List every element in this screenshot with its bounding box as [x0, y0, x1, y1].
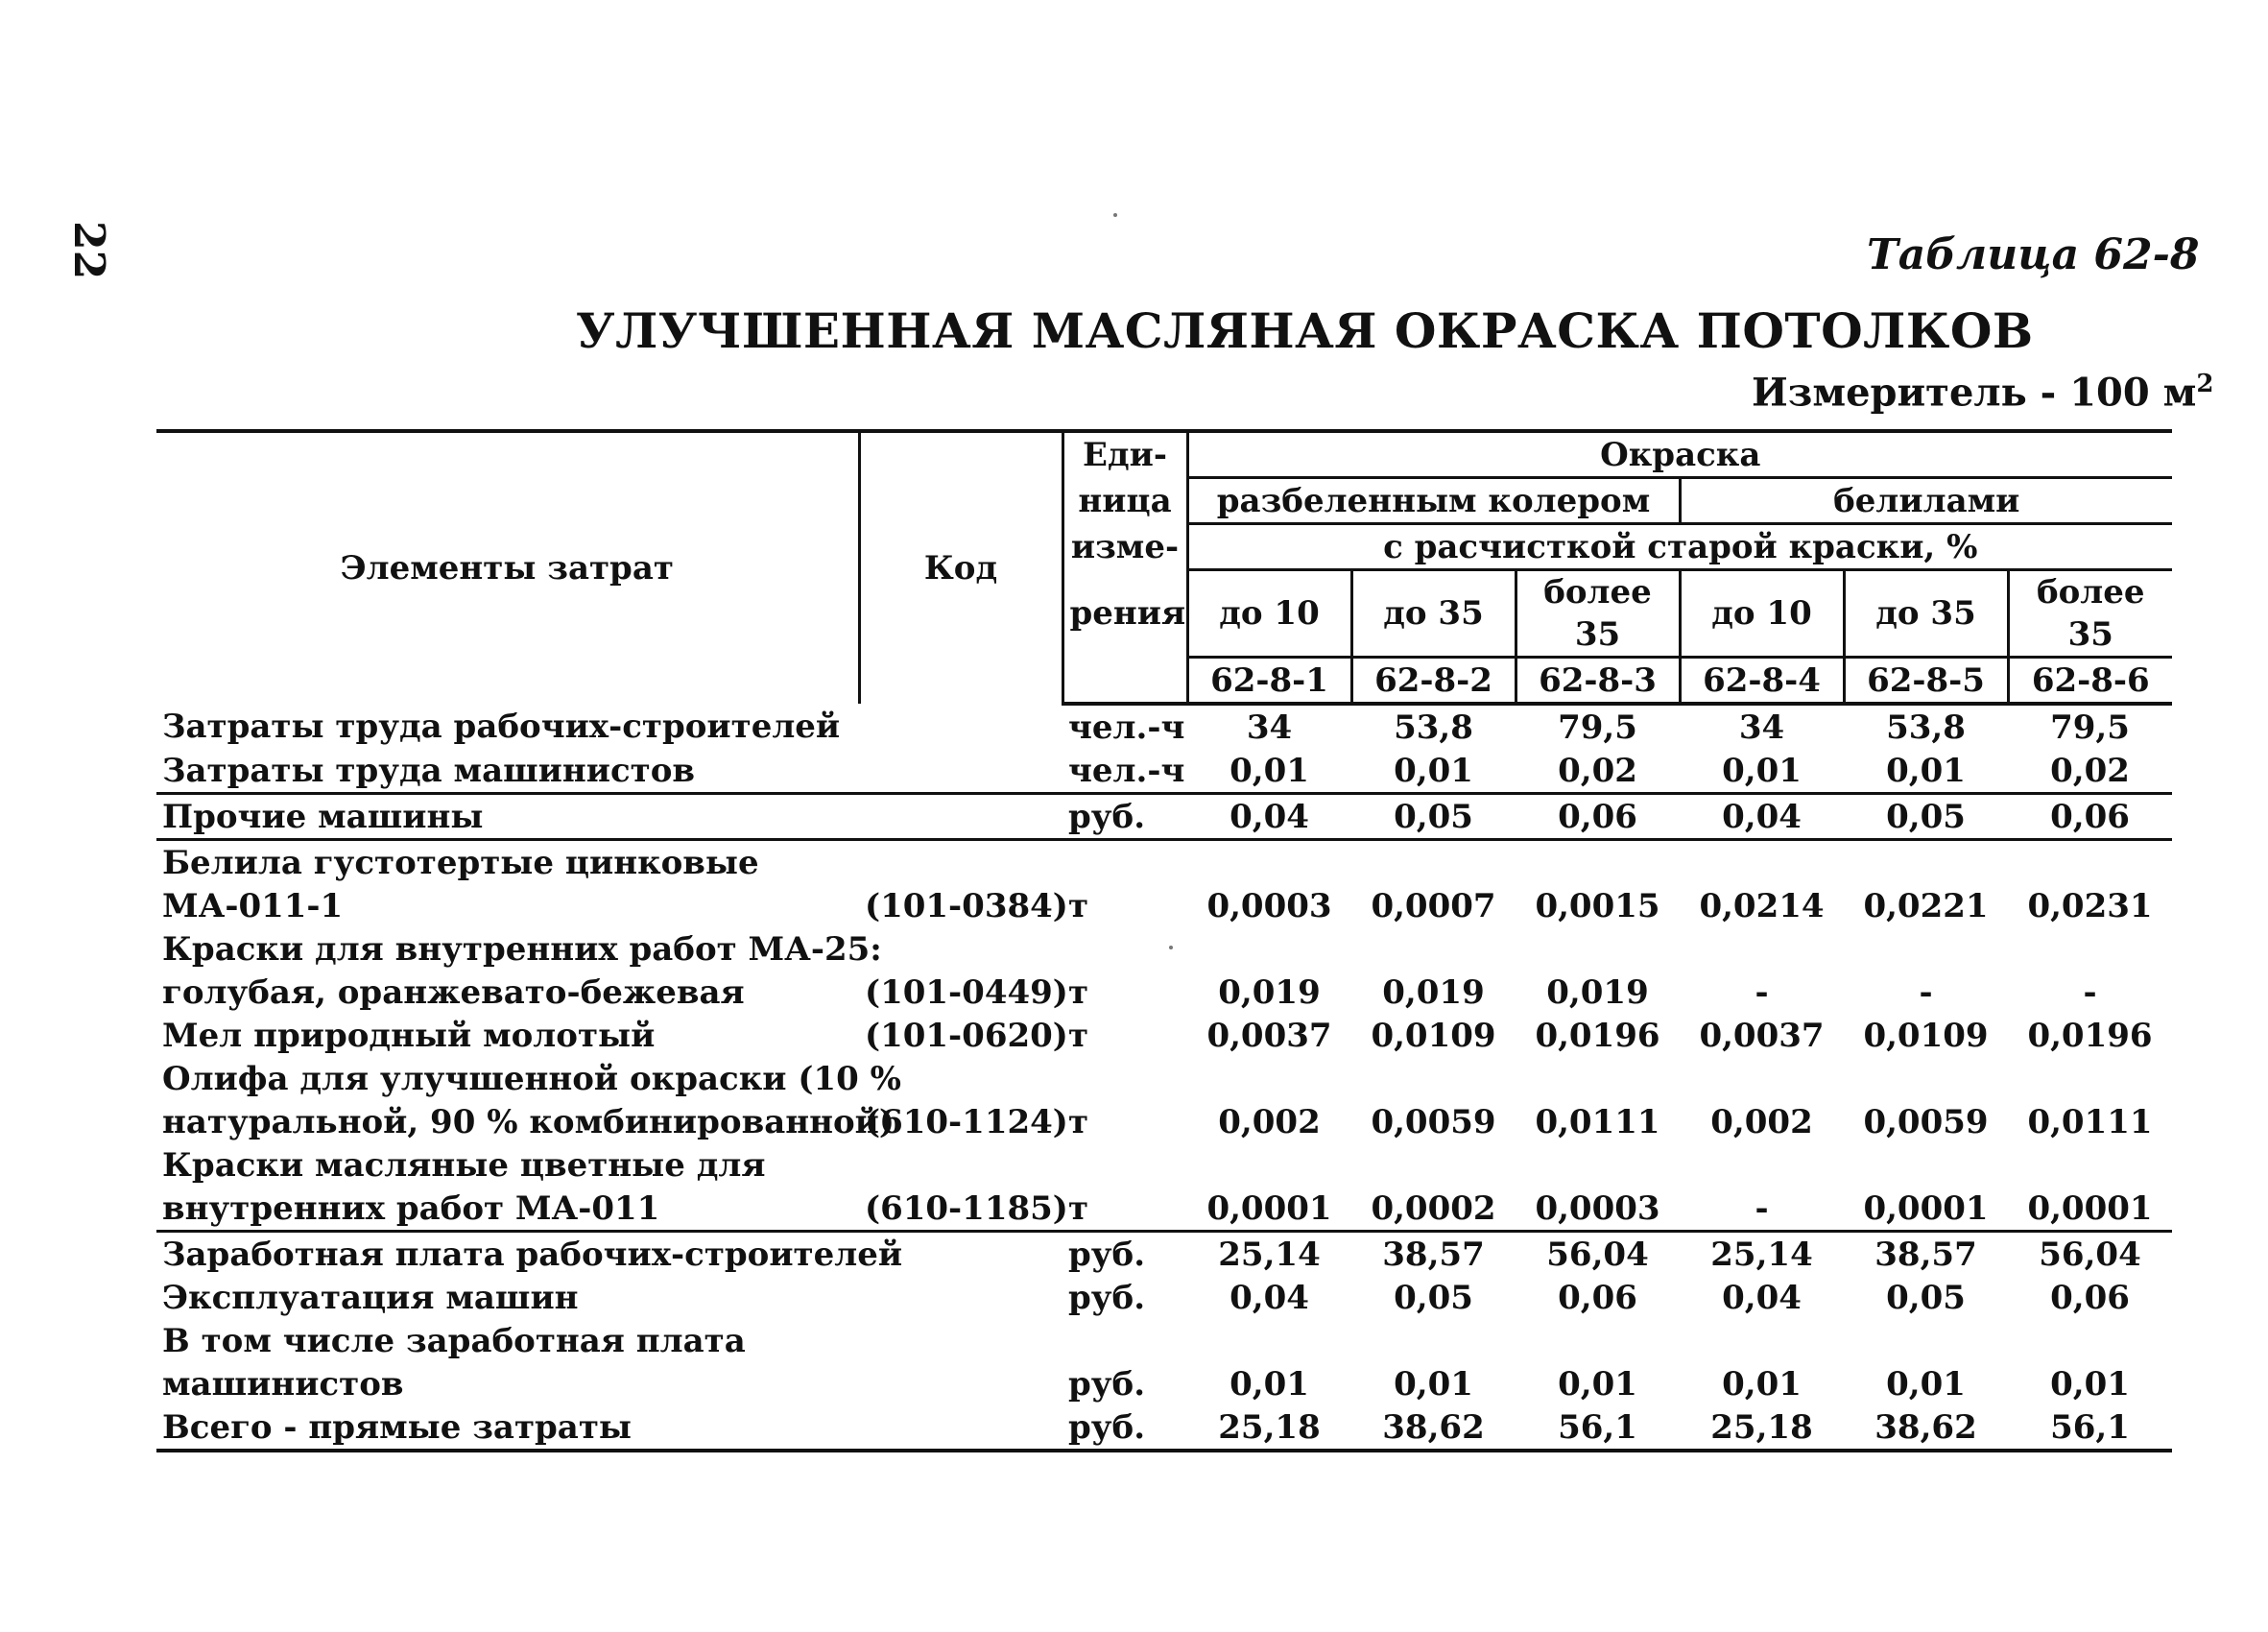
resource-code: [859, 704, 1062, 749]
header-cleaning: с расчисткой старой краски, %: [1187, 524, 2172, 570]
value-cell: [1187, 1143, 1351, 1187]
value-cell: 0,0015: [1535, 886, 1660, 925]
table-row: [156, 1100, 2172, 1143]
value-cell: 0,02: [2008, 749, 2172, 794]
value-cell: [1187, 1319, 1351, 1362]
value-cell: 0,0111: [2027, 1102, 2153, 1141]
header-group-colored: разбеленным колером: [1187, 478, 1680, 524]
header-band: до 10: [1187, 570, 1351, 658]
header-band: до 35: [1844, 570, 2008, 658]
table-row: [156, 749, 2172, 794]
value-cell: 0,0111: [1535, 1102, 1660, 1141]
page-title: УЛУЧШЕННАЯ МАСЛЯНАЯ ОКРАСКА ПОТОЛКОВ: [576, 302, 2034, 359]
header-code: Код: [859, 431, 1062, 704]
value-cell: 0,0196: [2027, 1016, 2153, 1055]
resource-code: [859, 840, 1062, 885]
value-cell: 0,01: [1886, 1364, 1966, 1404]
value-cell: 56,1: [2008, 1405, 2172, 1451]
header-unit-line: рения: [1062, 570, 1187, 658]
value-cell: 0,06: [1558, 1278, 1637, 1317]
value-cell: -: [1680, 1187, 1844, 1232]
value-cell: 0,002: [1218, 1102, 1321, 1141]
value-cell: 0,01: [1394, 1364, 1473, 1404]
value-cell: [1844, 840, 2008, 885]
value-cell: [1516, 1057, 1680, 1100]
cost-element-name: Белила густотертые цинковые: [162, 843, 759, 882]
resource-code: [859, 1319, 1062, 1362]
value-cell: [2008, 1319, 2172, 1362]
value-cell: 56,1: [1516, 1405, 1680, 1451]
cost-element-name: натуральной, 90 % комбинированной): [162, 1102, 895, 1141]
header-column-code: 62-8-3: [1516, 658, 1680, 705]
table-row: [156, 704, 2172, 749]
value-cell: [1680, 927, 1844, 971]
table-row: [156, 840, 2172, 885]
cost-element-name: Всего - прямые затраты: [156, 1405, 859, 1451]
value-cell: [1516, 1143, 1680, 1187]
header-unit-line: Еди-: [1062, 431, 1187, 478]
resource-code: (101-0449): [865, 972, 1068, 1012]
cost-table: [156, 429, 2172, 1452]
table-row: [156, 1405, 2172, 1451]
value-cell: [1516, 840, 1680, 885]
value-cell: 0,0001: [2008, 1187, 2172, 1232]
value-cell: 0,04: [1680, 794, 1844, 840]
header-painting: Окраска: [1187, 431, 2172, 478]
value-cell: [1187, 927, 1351, 971]
value-cell: 0,0001: [1844, 1187, 2008, 1232]
header-column-code: 62-8-4: [1680, 658, 1844, 705]
cost-element-name: Олифа для улучшенной окраски (10 %: [162, 1059, 901, 1098]
value-cell: 25,18: [1187, 1405, 1351, 1451]
header-column-code: 62-8-1: [1187, 658, 1351, 705]
value-cell: 0,06: [2008, 794, 2172, 840]
unit-of-measure: чел.-ч: [1068, 708, 1185, 747]
unit-of-measure: [1062, 1319, 1187, 1362]
value-cell: [1844, 927, 2008, 971]
scan-speck: [1113, 213, 1117, 217]
value-cell: 0,01: [1844, 749, 2008, 794]
value-cell: 0,01: [1229, 1364, 1309, 1404]
value-cell: -: [1919, 972, 1933, 1012]
value-cell: 0,0059: [1371, 1102, 1496, 1141]
table-row: [156, 1319, 2172, 1362]
unit-of-measure: руб.: [1062, 1405, 1187, 1451]
header-unit-line: изме-: [1062, 524, 1187, 570]
table-body: [156, 704, 2172, 1451]
unit-of-measure: [1062, 1057, 1187, 1100]
value-cell: 38,62: [1844, 1405, 2008, 1451]
header-unit-spacer: [1062, 658, 1187, 705]
header-band: более 35: [2008, 570, 2172, 658]
cost-element-name: внутренних работ МА-011: [156, 1187, 859, 1232]
resource-code: (101-0384): [865, 886, 1068, 925]
value-cell: 0,0231: [2027, 886, 2153, 925]
value-cell: [1351, 1143, 1516, 1187]
unit-of-measure: т: [1068, 972, 1089, 1012]
cost-element-name: Затраты труда рабочих-строителей: [162, 707, 841, 746]
unit-of-measure: руб.: [1068, 1235, 1146, 1274]
value-cell: 25,14: [1218, 1235, 1321, 1274]
resource-code: [859, 1276, 1062, 1319]
table-label: Таблица 62-8: [1867, 230, 2200, 279]
resource-code: [859, 1405, 1062, 1451]
table-row: [156, 1232, 2172, 1277]
value-cell: 0,0003: [1516, 1187, 1680, 1232]
header-column-code: 62-8-2: [1351, 658, 1516, 705]
resource-code: (610-1124): [865, 1102, 1068, 1141]
table-row: [156, 1362, 2172, 1405]
cost-element-name: Эксплуатация машин: [162, 1278, 579, 1317]
cost-element-name: МА-011-1: [162, 886, 344, 925]
value-cell: -: [1755, 972, 1769, 1012]
table-row: [156, 927, 2172, 971]
unit-of-measure: руб.: [1068, 1278, 1146, 1317]
value-cell: [2008, 840, 2172, 885]
value-cell: [1680, 840, 1844, 885]
value-cell: 0,0037: [1699, 1016, 1825, 1055]
value-cell: 0,0002: [1351, 1187, 1516, 1232]
unit-of-measure: [1062, 840, 1187, 885]
value-cell: [1351, 840, 1516, 885]
value-cell: [1516, 1319, 1680, 1362]
unit-of-measure: т: [1068, 1016, 1089, 1055]
unit-of-measure: [1062, 1143, 1187, 1187]
unit-of-measure: т: [1068, 1102, 1089, 1141]
value-cell: 0,019: [1382, 972, 1485, 1012]
value-cell: 0,04: [1722, 1278, 1802, 1317]
value-cell: [2008, 1143, 2172, 1187]
cost-element-name: Краски масляные цветные для: [162, 1145, 766, 1185]
value-cell: 0,01: [1187, 749, 1351, 794]
value-cell: [1680, 1057, 1844, 1100]
unit-of-measure: [1062, 927, 1187, 971]
header-group-whitewash: белилами: [1680, 478, 2172, 524]
unit-of-measure: руб.: [1062, 794, 1187, 840]
value-cell: [2008, 927, 2172, 971]
value-cell: 79,5: [1558, 708, 1637, 747]
value-cell: 0,01: [1722, 1364, 1802, 1404]
value-cell: [1187, 1057, 1351, 1100]
value-cell: 0,01: [2050, 1364, 2130, 1404]
cost-element-name: В том числе заработная плата: [162, 1321, 746, 1360]
cost-element-name: Затраты труда машинистов: [156, 749, 859, 794]
header-column-code: 62-8-5: [1844, 658, 2008, 705]
value-cell: [1680, 1143, 1844, 1187]
table-row: [156, 1014, 2172, 1057]
cost-element-name: Краски для внутренних работ МА-25:: [162, 929, 882, 969]
value-cell: 0,0003: [1206, 886, 1332, 925]
resource-code: [859, 1143, 1062, 1187]
value-cell: 0,01: [1558, 1364, 1637, 1404]
value-cell: 0,06: [1516, 794, 1680, 840]
table-row: [156, 971, 2172, 1014]
table-row: [156, 1143, 2172, 1187]
value-cell: 0,002: [1710, 1102, 1813, 1141]
value-cell: [1844, 1319, 2008, 1362]
value-cell: 56,04: [1546, 1235, 1649, 1274]
value-cell: 0,05: [1886, 1278, 1966, 1317]
value-cell: 0,0059: [1863, 1102, 1989, 1141]
value-cell: 34: [1246, 708, 1293, 747]
resource-code: [859, 927, 1062, 971]
value-cell: 0,05: [1394, 1278, 1473, 1317]
value-cell: [1844, 1143, 2008, 1187]
resource-code: [859, 794, 1062, 840]
header-column-code: 62-8-6: [2008, 658, 2172, 705]
value-cell: 0,01: [1680, 749, 1844, 794]
unit-of-measure: чел.-ч: [1062, 749, 1187, 794]
value-cell: 0,0109: [1371, 1016, 1496, 1055]
value-cell: [1351, 1057, 1516, 1100]
resource-code: (610-1185): [859, 1187, 1062, 1232]
unit-of-measure: руб.: [1068, 1364, 1146, 1404]
value-cell: 0,01: [1351, 749, 1516, 794]
value-cell: 0,05: [1351, 794, 1516, 840]
resource-code: (101-0620): [865, 1016, 1068, 1055]
value-cell: 0,0196: [1535, 1016, 1660, 1055]
value-cell: [1516, 927, 1680, 971]
value-cell: [1351, 927, 1516, 971]
value-cell: 0,05: [1844, 794, 2008, 840]
cost-element-name: Заработная плата рабочих-строителей: [162, 1235, 903, 1274]
value-cell: 0,019: [1546, 972, 1649, 1012]
value-cell: 38,57: [1874, 1235, 1977, 1274]
value-cell: -: [2083, 972, 2097, 1012]
value-cell: 0,0109: [1863, 1016, 1989, 1055]
table-row: [156, 884, 2172, 927]
value-cell: [1844, 1057, 2008, 1100]
value-cell: 53,8: [1886, 708, 1966, 747]
header-unit-line: ница: [1062, 478, 1187, 524]
resource-code: [859, 749, 1062, 794]
resource-code: [859, 1362, 1062, 1405]
value-cell: 0,0007: [1371, 886, 1496, 925]
table-row: [156, 1057, 2172, 1100]
value-cell: 53,8: [1394, 708, 1473, 747]
value-cell: 0,0214: [1699, 886, 1825, 925]
table-row: [156, 1187, 2172, 1232]
value-cell: 38,57: [1382, 1235, 1485, 1274]
value-cell: 0,0037: [1206, 1016, 1332, 1055]
value-cell: 0,019: [1218, 972, 1321, 1012]
cost-element-name: Мел природный молотый: [162, 1016, 656, 1055]
measure-exponent: 2: [2196, 370, 2214, 398]
measure-text: Измеритель - 100 м: [1752, 370, 2197, 416]
value-cell: 79,5: [2050, 708, 2130, 747]
value-cell: [1187, 840, 1351, 885]
value-cell: [2008, 1057, 2172, 1100]
value-cell: 0,0221: [1863, 886, 1989, 925]
value-cell: 34: [1738, 708, 1785, 747]
value-cell: 38,62: [1351, 1405, 1516, 1451]
page-number: 22: [64, 221, 113, 280]
table-row: [156, 1276, 2172, 1319]
header-elements: Элементы затрат: [156, 431, 859, 704]
unit-of-measure: т: [1062, 1187, 1187, 1232]
header-band: до 10: [1680, 570, 1844, 658]
value-cell: 0,02: [1516, 749, 1680, 794]
header-band: до 35: [1351, 570, 1516, 658]
value-cell: 0,04: [1229, 1278, 1309, 1317]
header-band: более 35: [1516, 570, 1680, 658]
value-cell: 0,06: [2050, 1278, 2130, 1317]
measure-unit: [1752, 370, 2213, 415]
value-cell: 56,04: [2039, 1235, 2141, 1274]
cost-element-name: голубая, оранжевато-бежевая: [162, 972, 745, 1012]
value-cell: [1680, 1319, 1844, 1362]
value-cell: 0,0001: [1187, 1187, 1351, 1232]
unit-of-measure: т: [1068, 886, 1089, 925]
cost-element-name: Прочие машины: [156, 794, 859, 840]
value-cell: [1351, 1319, 1516, 1362]
cost-element-name: машинистов: [162, 1364, 404, 1404]
table-row: [156, 794, 2172, 840]
value-cell: 25,14: [1710, 1235, 1813, 1274]
value-cell: 0,04: [1187, 794, 1351, 840]
value-cell: 25,18: [1680, 1405, 1844, 1451]
